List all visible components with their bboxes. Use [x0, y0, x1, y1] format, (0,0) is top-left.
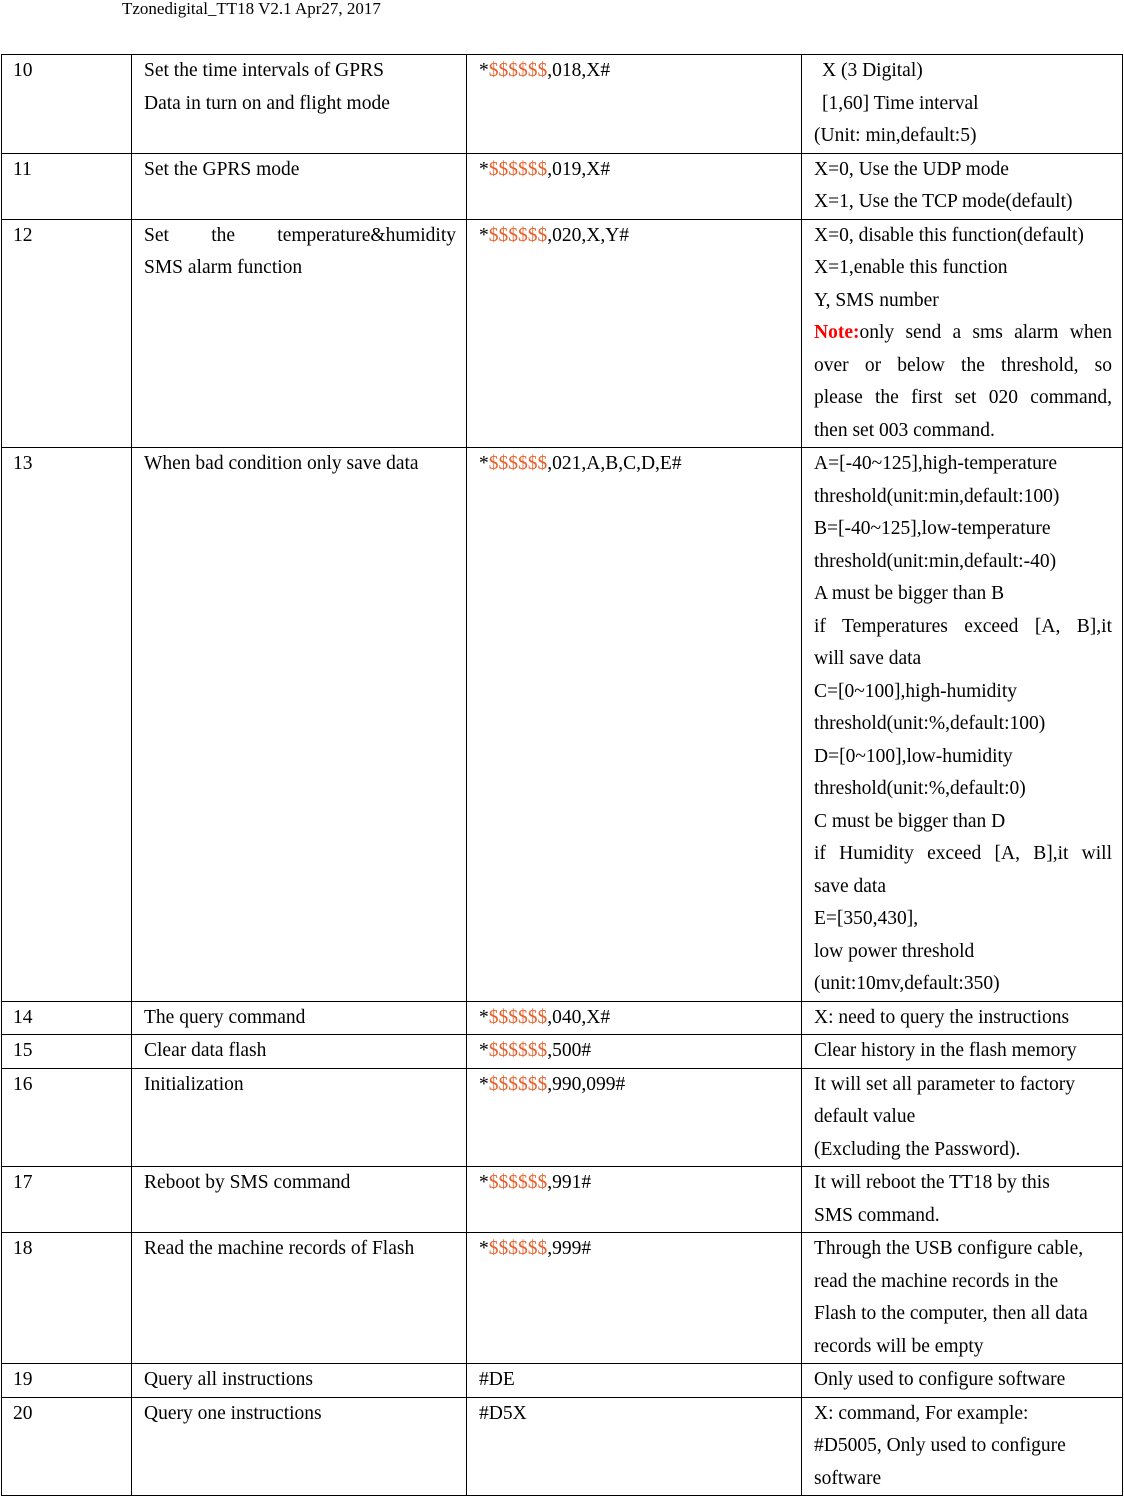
- password-placeholder: $$$$$$: [488, 158, 548, 180]
- table-row: [2, 1167, 1123, 1233]
- parameter-detail: Clear history in the flash memory: [802, 1035, 1123, 1069]
- sms-command: *$$$$$$,018,X#: [467, 55, 802, 154]
- parameter-detail: X=0, Use the UDP mode X=1, Use the TCP mode(default): [802, 153, 1123, 219]
- row-number: 18: [2, 1233, 132, 1364]
- document-header: Tzonedigital_TT18 V2.1 Apr27, 2017: [122, 0, 381, 18]
- password-placeholder: $$$$$$: [488, 1073, 548, 1095]
- row-number: 15: [2, 1035, 132, 1069]
- table-row: [2, 1035, 1123, 1069]
- row-number: 17: [2, 1167, 132, 1233]
- function-description: Query all instructions: [132, 1364, 467, 1398]
- password-placeholder: $$$$$$: [488, 1040, 548, 1061]
- table-row: [2, 1068, 1123, 1167]
- table-row: [2, 1397, 1123, 1496]
- function-description: Set the time intervals of GPRS Data in turn on and flight mode: [132, 55, 467, 154]
- table-row: [2, 1364, 1123, 1398]
- function-description: Read the machine records of Flash: [132, 1233, 467, 1364]
- sms-command: *$$$$$$,990,099#: [467, 1068, 802, 1167]
- password-placeholder: $$$$$$: [488, 224, 548, 246]
- parameter-detail: X=0, disable this function(default) X=1,enable this function Y, SMS number Note:only send a sms alarm when over or below the threshold, so please the first set 020 command, then set 003 command.: [802, 219, 1123, 448]
- table-row: [2, 55, 1123, 154]
- table-row: [2, 153, 1123, 219]
- parameter-detail: Only used to configure software: [802, 1364, 1123, 1398]
- note-line: Note:only send a sms alarm when: [814, 322, 1112, 343]
- row-number: 16: [2, 1068, 132, 1167]
- function-description: Set the temperature&humidity SMS alarm function: [132, 219, 467, 448]
- function-description: The query command: [132, 1001, 467, 1035]
- parameter-detail: X: command, For example: #D5005, Only used to configure software: [802, 1397, 1123, 1496]
- table-row: [2, 219, 1123, 448]
- sms-command: #DE: [467, 1364, 802, 1398]
- table-row: [2, 448, 1123, 1002]
- command-table: [1, 54, 1123, 1496]
- sms-command: *$$$$$$,991#: [467, 1167, 802, 1233]
- parameter-detail: It will set all parameter to factory default value (Excluding the Password).: [802, 1068, 1123, 1167]
- password-placeholder: $$$$$$: [488, 1006, 548, 1028]
- parameter-detail: Through the USB configure cable, read the machine records in the Flash to the computer, then all data records will be empty: [802, 1233, 1123, 1364]
- parameter-detail: X: need to query the instructions: [802, 1001, 1123, 1035]
- function-description: Clear data flash: [132, 1035, 467, 1069]
- table-row: [2, 1001, 1123, 1035]
- table-row: [2, 1233, 1123, 1364]
- row-number: 11: [2, 153, 132, 219]
- sms-command: *$$$$$$,019,X#: [467, 153, 802, 219]
- password-placeholder: $$$$$$: [488, 1172, 548, 1193]
- function-description: Initialization: [132, 1068, 467, 1167]
- function-description: Set the GPRS mode: [132, 153, 467, 219]
- row-number: 19: [2, 1364, 132, 1398]
- sms-command: #D5X: [467, 1397, 802, 1496]
- row-number: 14: [2, 1001, 132, 1035]
- function-description: When bad condition only save data: [132, 448, 467, 1002]
- password-placeholder: $$$$$$: [488, 1238, 548, 1259]
- password-placeholder: $$$$$$: [488, 453, 548, 474]
- sms-command: *$$$$$$,021,A,B,C,D,E#: [467, 448, 802, 1002]
- row-number: 13: [2, 448, 132, 1002]
- function-description: Reboot by SMS command: [132, 1167, 467, 1233]
- sms-command: *$$$$$$,040,X#: [467, 1001, 802, 1035]
- sms-command: *$$$$$$,500#: [467, 1035, 802, 1069]
- row-number: 10: [2, 55, 132, 154]
- sms-command: *$$$$$$,999#: [467, 1233, 802, 1364]
- note-label: Note:: [814, 322, 860, 343]
- parameter-detail: X (3 Digital) [1,60] Time interval (Unit: min,default:5): [802, 55, 1123, 154]
- parameter-detail: A=[-40~125],high-temperature threshold(unit:min,default:100) B=[-40~125],low-temperature threshold(unit:min,default:-40) A must be bigger than B if Temperatures exceed [A, B],it will save data C=[0~100],high-humidity threshold(unit:%,default:100) D=[0~100],low-humidity threshold(unit:%,default:0) C must be bigger than D if Humidity exceed [A, B],it will save data E=[350,430], low power threshold (unit:10mv,default:350): [802, 448, 1123, 1002]
- parameter-detail: It will reboot the TT18 by this SMS command.: [802, 1167, 1123, 1233]
- row-number: 20: [2, 1397, 132, 1496]
- row-number: 12: [2, 219, 132, 448]
- function-description: Query one instructions: [132, 1397, 467, 1496]
- sms-command: *$$$$$$,020,X,Y#: [467, 219, 802, 448]
- password-placeholder: $$$$$$: [488, 60, 548, 81]
